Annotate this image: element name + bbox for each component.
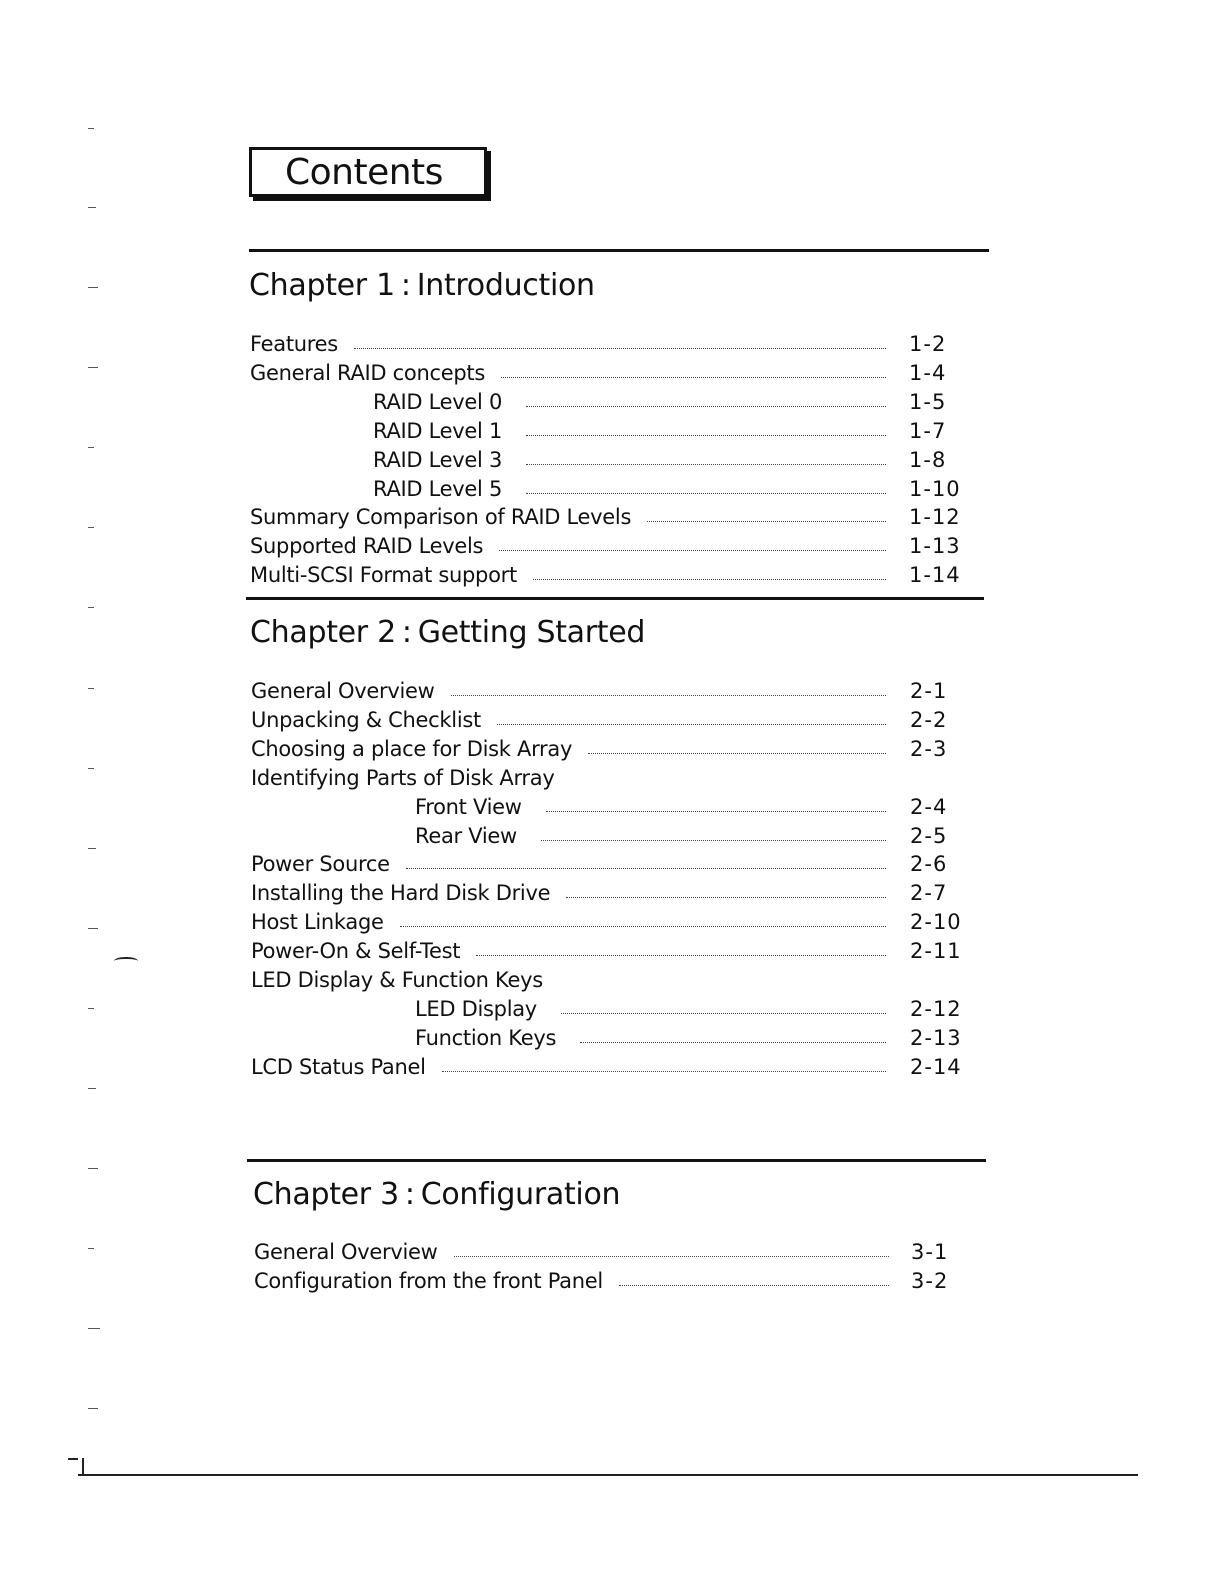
toc-entry-label: Identifying Parts of Disk Array — [251, 765, 555, 790]
toc-entry-page-number: 2-1 — [910, 679, 948, 703]
toc-entry-leader — [442, 1071, 886, 1072]
toc-entry-leader — [454, 1256, 889, 1257]
margin-mark — [88, 1408, 98, 1409]
toc-entry — [0, 995, 1224, 1024]
toc-entry — [0, 532, 1224, 561]
margin-mark — [88, 527, 94, 528]
chapter-2-rule — [246, 597, 984, 600]
toc-entry-label: LED Display — [415, 996, 537, 1021]
toc-entry-label: Unpacking & Checklist — [251, 707, 481, 732]
chapter-3-separator: : — [404, 1177, 415, 1212]
toc-entry-label: RAID Level 1 — [373, 418, 503, 443]
toc-entry-page-number: 1-12 — [909, 505, 961, 530]
toc-entry — [0, 966, 1224, 995]
toc-entry-leader — [533, 579, 886, 580]
toc-entry-page-number: 2-4 — [910, 794, 948, 819]
toc-entry-label: General Overview — [254, 1240, 438, 1264]
chapter-2-separator: : — [401, 615, 412, 650]
toc-entry-page-number: 2-5 — [910, 823, 948, 848]
contents-title: Contents — [285, 152, 443, 193]
toc-entry-page-number: 2-6 — [910, 852, 948, 877]
toc-entry-leader — [566, 897, 886, 898]
toc-entry-label: Features — [250, 332, 338, 356]
toc-entry-leader — [647, 521, 886, 522]
margin-mark — [88, 848, 96, 849]
chapter-2-heading — [250, 615, 645, 651]
toc-entry — [0, 793, 1224, 822]
toc-entry — [0, 1238, 1224, 1267]
toc-entry-leader — [406, 868, 886, 869]
toc-entry-label: Front View — [415, 794, 522, 819]
toc-entry-label: RAID Level 0 — [373, 389, 503, 414]
toc-entry-page-number: 2-12 — [910, 996, 962, 1021]
contents-title-box — [249, 147, 487, 197]
toc-entry-page-number: 1-14 — [909, 563, 961, 588]
toc-entry-page-number: 1-4 — [909, 360, 947, 385]
toc-entry — [0, 417, 1224, 446]
chapter-3-number: Chapter 3 — [253, 1177, 399, 1212]
toc-entry — [0, 446, 1224, 475]
toc-entry-page-number: 2-13 — [910, 1025, 962, 1050]
chapter-1-separator: : — [400, 268, 411, 303]
margin-mark — [88, 447, 94, 448]
margin-mark — [88, 768, 94, 769]
toc-entry — [0, 330, 1224, 359]
toc-entry-leader — [476, 955, 886, 956]
toc-entry-label: Function Keys — [415, 1025, 557, 1050]
toc-entry-label: RAID Level 5 — [373, 476, 503, 501]
toc-entry — [0, 937, 1224, 966]
margin-mark — [88, 367, 98, 368]
toc-entry-label: Choosing a place for Disk Array — [251, 736, 573, 761]
toc-entry — [0, 359, 1224, 388]
toc-entry-leader — [561, 1013, 886, 1014]
margin-mark — [88, 1248, 94, 1249]
toc-entry — [0, 850, 1224, 879]
toc-entry-label: General RAID concepts — [250, 360, 485, 385]
toc-entry-page-number: 1-2 — [909, 332, 947, 356]
margin-mark — [88, 1088, 96, 1089]
toc-entry-leader — [526, 406, 886, 407]
toc-entry-leader — [580, 1042, 886, 1043]
margin-mark — [88, 688, 94, 689]
toc-entry — [0, 1267, 1224, 1296]
toc-entry-leader — [546, 811, 886, 812]
toc-entry-leader — [541, 840, 886, 841]
margin-mark — [88, 928, 98, 929]
margin-mark — [88, 287, 98, 288]
toc-entry-page-number: 1-10 — [909, 476, 961, 501]
toc-entry-leader — [497, 724, 886, 725]
margin-mark — [88, 207, 96, 208]
toc-entry — [0, 1053, 1224, 1082]
toc-entry-leader — [499, 550, 886, 551]
toc-entry-label: Power Source — [251, 852, 390, 877]
chapter-1-name: Introduction — [416, 268, 595, 303]
toc-entry-leader — [619, 1285, 889, 1286]
toc-entry-page-number: 2-14 — [910, 1054, 962, 1079]
toc-entry-label: LED Display & Function Keys — [251, 968, 543, 992]
margin-mark — [88, 1328, 100, 1329]
chapter-3-name: Configuration — [420, 1177, 621, 1212]
margin-curve-mark — [114, 957, 138, 965]
toc-entry-leader — [400, 926, 886, 927]
toc-entry — [0, 822, 1224, 851]
toc-entry-label: Host Linkage — [251, 910, 384, 935]
toc-entry-label: General Overview — [251, 679, 435, 703]
toc-entry — [0, 1024, 1224, 1053]
chapter-1-number: Chapter 1 — [249, 268, 395, 303]
margin-mark — [88, 128, 94, 129]
toc-entry-label: LCD Status Panel — [251, 1054, 426, 1079]
toc-entry — [0, 503, 1224, 532]
chapter-1-heading — [249, 268, 595, 304]
toc-entry-page-number: 2-7 — [910, 881, 948, 906]
chapter-2-number: Chapter 2 — [250, 615, 396, 650]
toc-entry — [0, 908, 1224, 937]
toc-entry-leader — [451, 695, 886, 696]
toc-entry-page-number: 2-3 — [910, 736, 948, 761]
toc-entry-label: RAID Level 3 — [373, 447, 503, 472]
toc-entry-page-number: 3-1 — [911, 1240, 949, 1264]
toc-entry — [0, 475, 1224, 504]
toc-entry-page-number: 1-8 — [909, 447, 947, 472]
toc-entry — [0, 764, 1224, 793]
toc-entry-label: Supported RAID Levels — [250, 534, 484, 559]
toc-entry-label: Configuration from the front Panel — [254, 1269, 603, 1293]
toc-entry-page-number: 3-2 — [911, 1269, 949, 1293]
chapter-1-rule — [249, 249, 989, 252]
toc-entry-leader — [526, 493, 886, 494]
margin-mark — [88, 1008, 94, 1009]
toc-entry-leader — [501, 377, 886, 378]
toc-entry-label: Summary Comparison of RAID Levels — [250, 505, 632, 530]
margin-mark — [88, 607, 94, 608]
toc-entry-page-number: 1-7 — [909, 418, 947, 443]
toc-entry-leader — [526, 464, 886, 465]
chapter-3-heading — [253, 1177, 620, 1213]
toc-entry-page-number: 1-5 — [909, 389, 947, 414]
toc-entry-label: Rear View — [415, 823, 517, 848]
toc-entry-leader — [526, 435, 886, 436]
chapter-2-name: Getting Started — [417, 615, 646, 650]
toc-entry-page-number: 2-2 — [910, 707, 948, 732]
toc-entry — [0, 677, 1224, 706]
toc-entry-page-number: 2-10 — [910, 910, 962, 935]
toc-entry — [0, 879, 1224, 908]
bottom-rule — [78, 1474, 1138, 1476]
toc-entry-leader — [588, 753, 886, 754]
chapter-3-rule — [247, 1159, 986, 1162]
toc-entry — [0, 735, 1224, 764]
toc-entry — [0, 561, 1224, 590]
toc-entry-page-number: 1-13 — [909, 534, 961, 559]
toc-entry-page-number: 2-11 — [910, 939, 962, 964]
toc-entry — [0, 706, 1224, 735]
toc-entry — [0, 388, 1224, 417]
toc-entry-label: Power-On & Self-Test — [251, 939, 461, 964]
toc-entry-label: Multi-SCSI Format support — [250, 563, 517, 588]
margin-mark — [88, 1168, 98, 1169]
toc-entry-leader — [354, 348, 886, 349]
toc-entry-label: Installing the Hard Disk Drive — [251, 881, 551, 906]
